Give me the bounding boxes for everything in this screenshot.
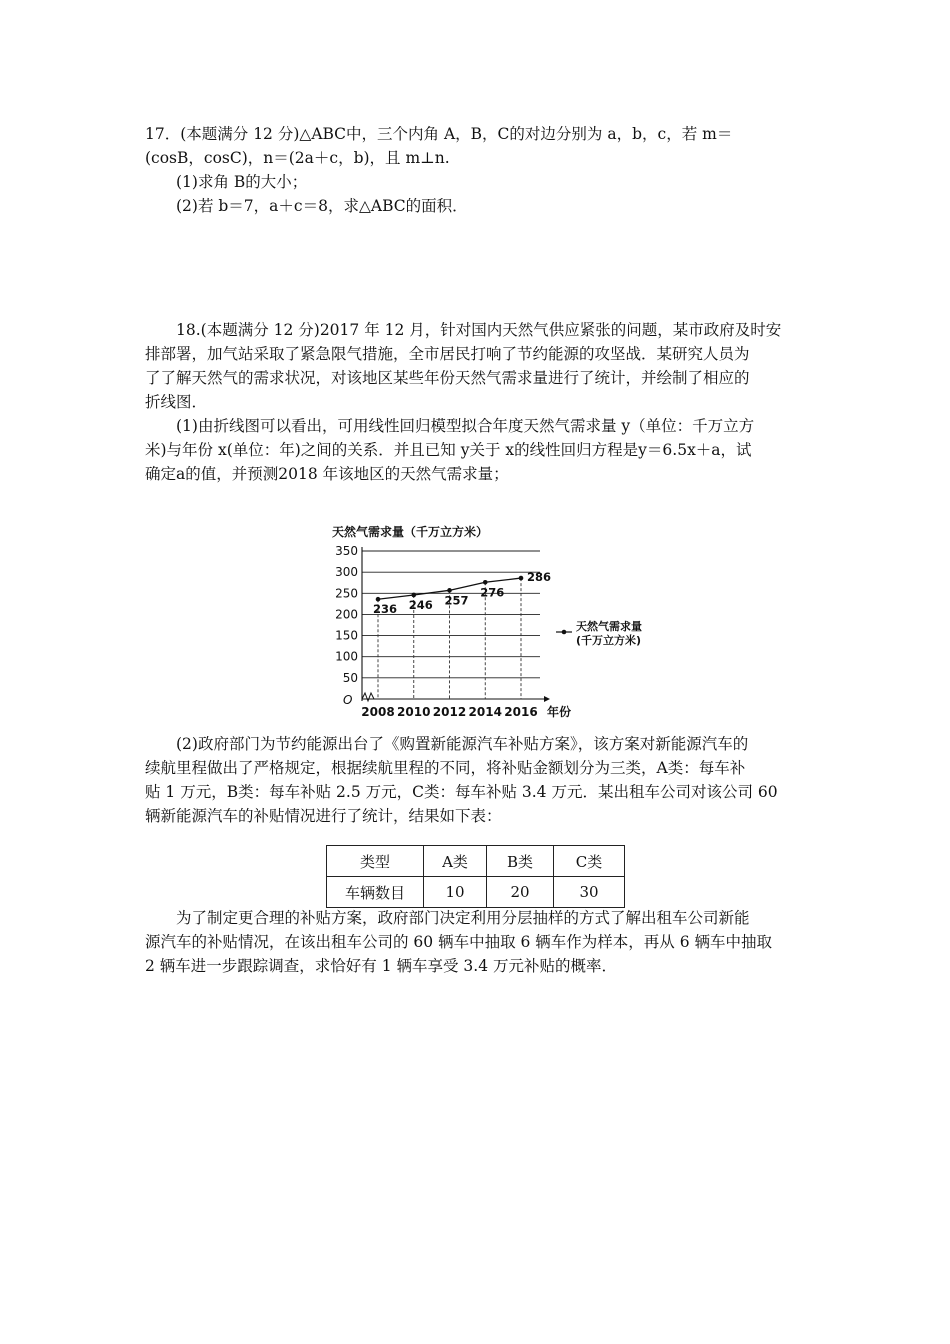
chart-axes — [362, 547, 550, 702]
legend — [556, 619, 642, 647]
q17-line-1: 17．(本题满分 12 分)△ABC中，三个内角 A，B，C的对边分别为 a，b，c，若 m＝ — [145, 125, 733, 143]
q18-line-2: 排部署，加气站采取了紧急限气措施，全市居民打响了节约能源的攻坚战．某研究人员为 — [145, 345, 750, 363]
y-tick-label: 150 — [335, 628, 358, 643]
question-18 — [145, 318, 781, 486]
y-tick-label: 200 — [335, 607, 358, 622]
q18-line-3: 了了解天然气的需求状况，对该地区某些年份天然气需求量进行了统计，并绘制了相应的 — [145, 369, 750, 387]
table-row — [327, 877, 625, 908]
x-tick-label: 2016 — [504, 705, 538, 719]
q18-part1-line-2: 米)与年份 x(单位：年)之间的关系．并且已知 y关于 x的线性回归方程是y＝6.5x＋a，试 — [145, 441, 752, 459]
table-cell: 30 — [554, 877, 625, 908]
data-label: 286 — [527, 570, 552, 585]
table-cell: 10 — [424, 877, 487, 908]
y-tick-label: 300 — [335, 565, 358, 580]
data-label: 246 — [408, 597, 433, 612]
q18-part2-line-3: 贴 1 万元，B类：每车补贴 2.5 万元，C类：每车补贴 3.4 万元．某出租车公司对该公司 60 — [145, 783, 778, 801]
data-point — [376, 597, 381, 602]
y-tick-label: 50 — [342, 670, 358, 685]
q18-part-2 — [145, 732, 778, 828]
q18-line-1: 18.(本题满分 12 分)2017 年 12 月，针对国内天然气供应紧张的问题，某市政府及时安 — [176, 321, 782, 339]
q17-sub-1: (1)求角 B的大小； — [176, 173, 308, 191]
q18-after-line-3: 2 辆车进一步跟踪调查，求恰好有 1 辆车享受 3.4 万元补贴的概率． — [145, 957, 618, 975]
q18-after-line-2: 源汽车的补贴情况，在该出租车公司的 60 辆车中抽取 6 辆车作为样本，再从 6 辆车中抽取 — [145, 933, 773, 951]
y-tick-label: 350 — [335, 544, 358, 558]
table-header-cell: A类 — [424, 846, 487, 877]
legend-marker — [562, 630, 567, 635]
data-label: 257 — [444, 593, 469, 608]
q17-line-2: (cosB，cosC)，n＝(2a＋c，b)，且 m⊥n. — [145, 149, 450, 167]
subsidy-table — [326, 845, 625, 908]
chart-x-ticks — [361, 705, 537, 719]
y-tick-label: 250 — [335, 586, 358, 601]
data-point — [411, 593, 416, 598]
data-point — [519, 576, 524, 581]
q18-part2-line-1: (2)政府部门为节约能源出台了《购置新能源汽车补贴方案》，该方案对新能源汽车的 — [176, 735, 749, 753]
q18-after-line-1: 为了制定更合理的补贴方案，政府部门决定利用分层抽样的方式了解出租车公司新能 — [176, 909, 750, 927]
x-tick-label: 2012 — [432, 705, 467, 719]
table-header-cell: C类 — [554, 846, 625, 877]
legend-label-1: 天然气需求量 — [576, 620, 642, 633]
q18-line-4: 折线图． — [145, 393, 208, 411]
table-header-cell: B类 — [487, 846, 554, 877]
data-label: 236 — [372, 602, 398, 617]
q18-part2-line-4: 辆新能源汽车的补贴情况进行了统计，结果如下表： — [145, 807, 502, 825]
table-row-label: 车辆数目 — [327, 877, 424, 908]
x-tick-label: 2008 — [361, 705, 395, 719]
q18-part2-line-2: 续航里程做出了严格规定，根据续航里程的不同，将补贴金额划分为三类，A类：每车补 — [145, 759, 746, 777]
table-header-row — [327, 846, 625, 877]
data-point — [483, 580, 488, 585]
table-header-cell: 类型 — [327, 846, 424, 877]
data-label: 276 — [480, 585, 505, 600]
x-tick-label: 2014 — [468, 705, 502, 719]
q18-part1-line-1: (1)由折线图可以看出，可用线性回归模型拟合年度天然气需求量 y（单位：千万立方 — [176, 417, 755, 435]
axis-break-mark — [362, 693, 374, 701]
chart-title: 天然气需求量（千万立方米） — [332, 525, 489, 539]
data-point — [447, 588, 452, 593]
x-axis-label: 年份 — [547, 705, 572, 719]
question-17 — [145, 122, 732, 218]
line-chart — [330, 520, 670, 725]
table-cell: 20 — [487, 877, 554, 908]
x-tick-label: 2010 — [397, 705, 431, 719]
q18-part1-line-3: 确定a的值，并预测2018 年该地区的天然气需求量； — [145, 465, 509, 483]
q18-conclusion — [145, 906, 772, 978]
origin-label: O — [343, 693, 353, 707]
legend-label-2: (千万立方米) — [576, 634, 642, 647]
y-tick-label: 100 — [335, 649, 358, 664]
x-axis-arrow — [544, 696, 550, 702]
chart-y-ticks — [335, 544, 358, 685]
q17-sub-2: (2)若 b＝7，a＋c＝8，求△ABC的面积． — [176, 197, 468, 215]
